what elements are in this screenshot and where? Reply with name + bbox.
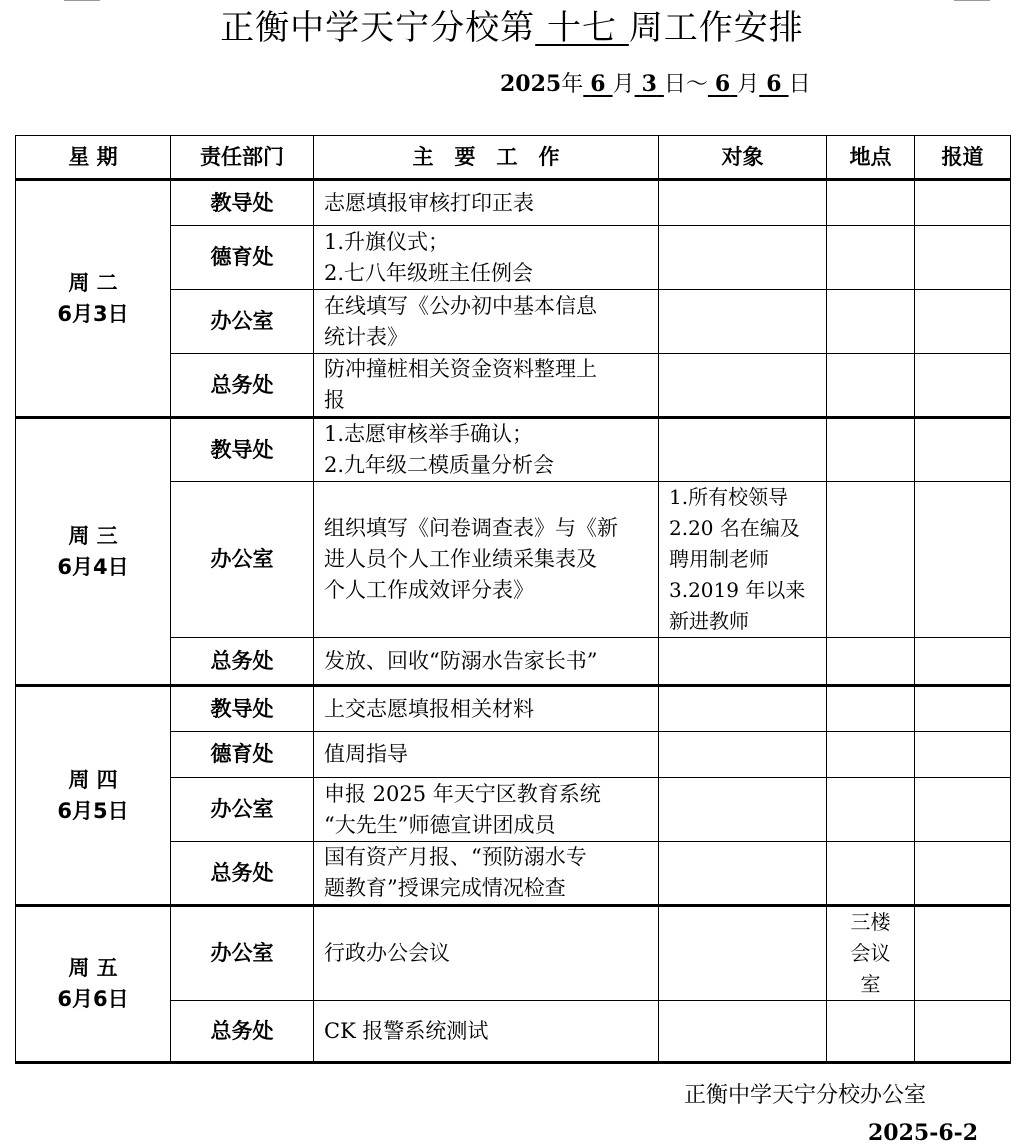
place-cell xyxy=(827,418,915,482)
target-cell-line: 聘用制老师 xyxy=(669,547,769,571)
work-cell xyxy=(314,686,659,732)
dept-cell: 德育处 xyxy=(171,226,314,290)
header-work: 主 要 工 作 xyxy=(314,136,659,180)
top-edge-mark-left xyxy=(64,0,100,1)
weekday-date: 6月4日 xyxy=(57,554,129,579)
target-cell xyxy=(659,180,827,226)
weekday-label: 周 五 xyxy=(68,956,118,980)
report-cell xyxy=(915,482,1011,638)
weekday-date: 6月5日 xyxy=(57,798,129,823)
target-cell xyxy=(659,482,827,638)
work-cell xyxy=(314,842,659,906)
work-cell-line: 统计表》 xyxy=(324,324,408,349)
place-cell xyxy=(827,1001,915,1063)
report-cell xyxy=(915,180,1011,226)
header-day: 星 期 xyxy=(16,136,171,180)
place-cell xyxy=(827,290,915,354)
work-cell-line: 1.志愿审核举手确认； xyxy=(324,422,534,446)
header-row xyxy=(16,136,1011,180)
work-cell xyxy=(314,418,659,482)
dept-cell: 总务处 xyxy=(171,1001,314,1063)
work-cell-line: 报 xyxy=(324,388,345,412)
work-cell xyxy=(314,482,659,638)
target-cell xyxy=(659,906,827,1001)
work-cell-line: 在线填写《公办初中基本信息 xyxy=(324,293,597,318)
work-cell xyxy=(314,1001,659,1063)
work-cell-line: 发放、回收“防溺水告家长书” xyxy=(324,648,598,673)
target-cell xyxy=(659,418,827,482)
work-cell-line: 志愿填报审核打印正表 xyxy=(324,190,534,215)
target-cell-line: 3.2019 年以来 xyxy=(669,578,806,602)
weekday-date: 6月3日 xyxy=(57,301,129,326)
place-cell-line: 三楼 xyxy=(850,910,891,934)
header-place: 地点 xyxy=(827,136,915,180)
dept-cell: 教导处 xyxy=(171,180,314,226)
place-cell xyxy=(827,906,915,1001)
work-cell xyxy=(314,638,659,686)
work-cell-line: “大先生”师德宣讲团成员 xyxy=(324,812,556,837)
work-cell-line: CK 报警系统测试 xyxy=(324,1018,489,1043)
report-cell xyxy=(915,418,1011,482)
date-start-day: 3 xyxy=(641,71,657,97)
report-cell xyxy=(915,354,1011,418)
work-cell xyxy=(314,226,659,290)
target-cell xyxy=(659,1001,827,1063)
target-cell xyxy=(659,778,827,842)
weekday-cell xyxy=(16,418,171,686)
weekday-cell xyxy=(16,180,171,418)
target-cell xyxy=(659,354,827,418)
date-range: 2025年 6 月 3 日～ 6 月 6 日 xyxy=(500,71,811,97)
place-cell xyxy=(827,638,915,686)
target-cell-line: 1.所有校领导 xyxy=(669,485,789,509)
weekday-date: 6月6日 xyxy=(57,987,129,1011)
target-cell xyxy=(659,226,827,290)
dept-cell: 教导处 xyxy=(171,418,314,482)
top-edge-mark-right xyxy=(954,0,990,1)
weekday-cell xyxy=(16,906,171,1063)
target-cell-line: 新进教师 xyxy=(669,609,749,633)
target-cell xyxy=(659,842,827,906)
work-cell-line: 防冲撞桩相关资金资料整理上 xyxy=(324,357,597,381)
dept-cell: 总务处 xyxy=(171,354,314,418)
place-cell xyxy=(827,778,915,842)
place-cell xyxy=(827,354,915,418)
place-cell xyxy=(827,732,915,778)
date-year: 2025 xyxy=(500,71,562,97)
work-cell-line: 进人员个人工作业绩采集表及 xyxy=(324,547,597,571)
report-cell xyxy=(915,906,1011,1001)
footer-date: 2025-6-2 xyxy=(868,1120,979,1146)
header-report: 报道 xyxy=(915,136,1011,180)
report-cell xyxy=(915,638,1011,686)
place-cell xyxy=(827,482,915,638)
dept-cell: 总务处 xyxy=(171,842,314,906)
report-cell xyxy=(915,686,1011,732)
dept-cell: 德育处 xyxy=(171,732,314,778)
work-cell-line: 上交志愿填报相关材料 xyxy=(324,696,534,721)
place-cell xyxy=(827,842,915,906)
work-cell xyxy=(314,180,659,226)
title-prefix: 正衡中学天宁分校第 xyxy=(220,8,536,48)
place-cell-line: 会议 xyxy=(850,941,891,965)
target-cell xyxy=(659,290,827,354)
weekday-label: 周 四 xyxy=(68,767,118,792)
header-dept: 责任部门 xyxy=(171,136,314,180)
dept-cell: 教导处 xyxy=(171,686,314,732)
dept-cell: 办公室 xyxy=(171,778,314,842)
target-cell-line: 2.20 名在编及 xyxy=(669,516,800,540)
date-start-month: 6 xyxy=(590,71,606,97)
schedule-body xyxy=(16,180,1011,1063)
work-cell-line: 1.升旗仪式； xyxy=(324,229,450,254)
table-row xyxy=(16,906,1011,1001)
report-cell xyxy=(915,290,1011,354)
place-cell xyxy=(827,180,915,226)
table-row xyxy=(16,418,1011,482)
report-cell xyxy=(915,842,1011,906)
work-cell-line: 个人工作成效评分表》 xyxy=(324,578,534,602)
place-cell xyxy=(827,686,915,732)
weekday-cell xyxy=(16,686,171,906)
work-cell xyxy=(314,732,659,778)
footer-office: 正衡中学天宁分校办公室 xyxy=(684,1083,927,1108)
work-cell xyxy=(314,778,659,842)
date-end-day: 6 xyxy=(766,71,782,97)
title-suffix: 周工作安排 xyxy=(628,8,804,48)
report-cell xyxy=(915,732,1011,778)
work-cell xyxy=(314,290,659,354)
work-cell-line: 申报 2025 年天宁区教育系统 xyxy=(324,781,601,806)
dept-cell: 办公室 xyxy=(171,906,314,1001)
title-week-number: 十七 xyxy=(547,8,617,48)
weekday-label: 周 二 xyxy=(68,270,118,295)
place-cell-line: 室 xyxy=(860,972,881,996)
report-cell xyxy=(915,226,1011,290)
report-cell xyxy=(915,1001,1011,1063)
work-cell-line: 题教育”授课完成情况检查 xyxy=(324,876,566,900)
report-cell xyxy=(915,778,1011,842)
place-cell xyxy=(827,226,915,290)
work-cell xyxy=(314,354,659,418)
table-row xyxy=(16,180,1011,226)
work-cell-line: 2.七八年级班主任例会 xyxy=(324,260,534,285)
work-cell-line: 组织填写《问卷调查表》与《新 xyxy=(324,516,618,540)
work-cell-line: 2.九年级二模质量分析会 xyxy=(324,453,555,477)
weekday-label: 周 三 xyxy=(68,523,118,548)
work-cell xyxy=(314,906,659,1001)
target-cell xyxy=(659,686,827,732)
table-row xyxy=(16,686,1011,732)
target-cell xyxy=(659,732,827,778)
date-end-month: 6 xyxy=(714,71,731,97)
page-title xyxy=(0,6,1024,50)
work-cell-line: 行政办公会议 xyxy=(324,941,450,965)
schedule-table xyxy=(15,135,1011,1064)
work-cell-line: 值周指导 xyxy=(324,742,408,766)
target-cell xyxy=(659,638,827,686)
dept-cell: 办公室 xyxy=(171,290,314,354)
header-target: 对象 xyxy=(659,136,827,180)
dept-cell: 总务处 xyxy=(171,638,314,686)
dept-cell: 办公室 xyxy=(171,482,314,638)
work-cell-line: 国有资产月报、“预防溺水专 xyxy=(324,845,587,869)
